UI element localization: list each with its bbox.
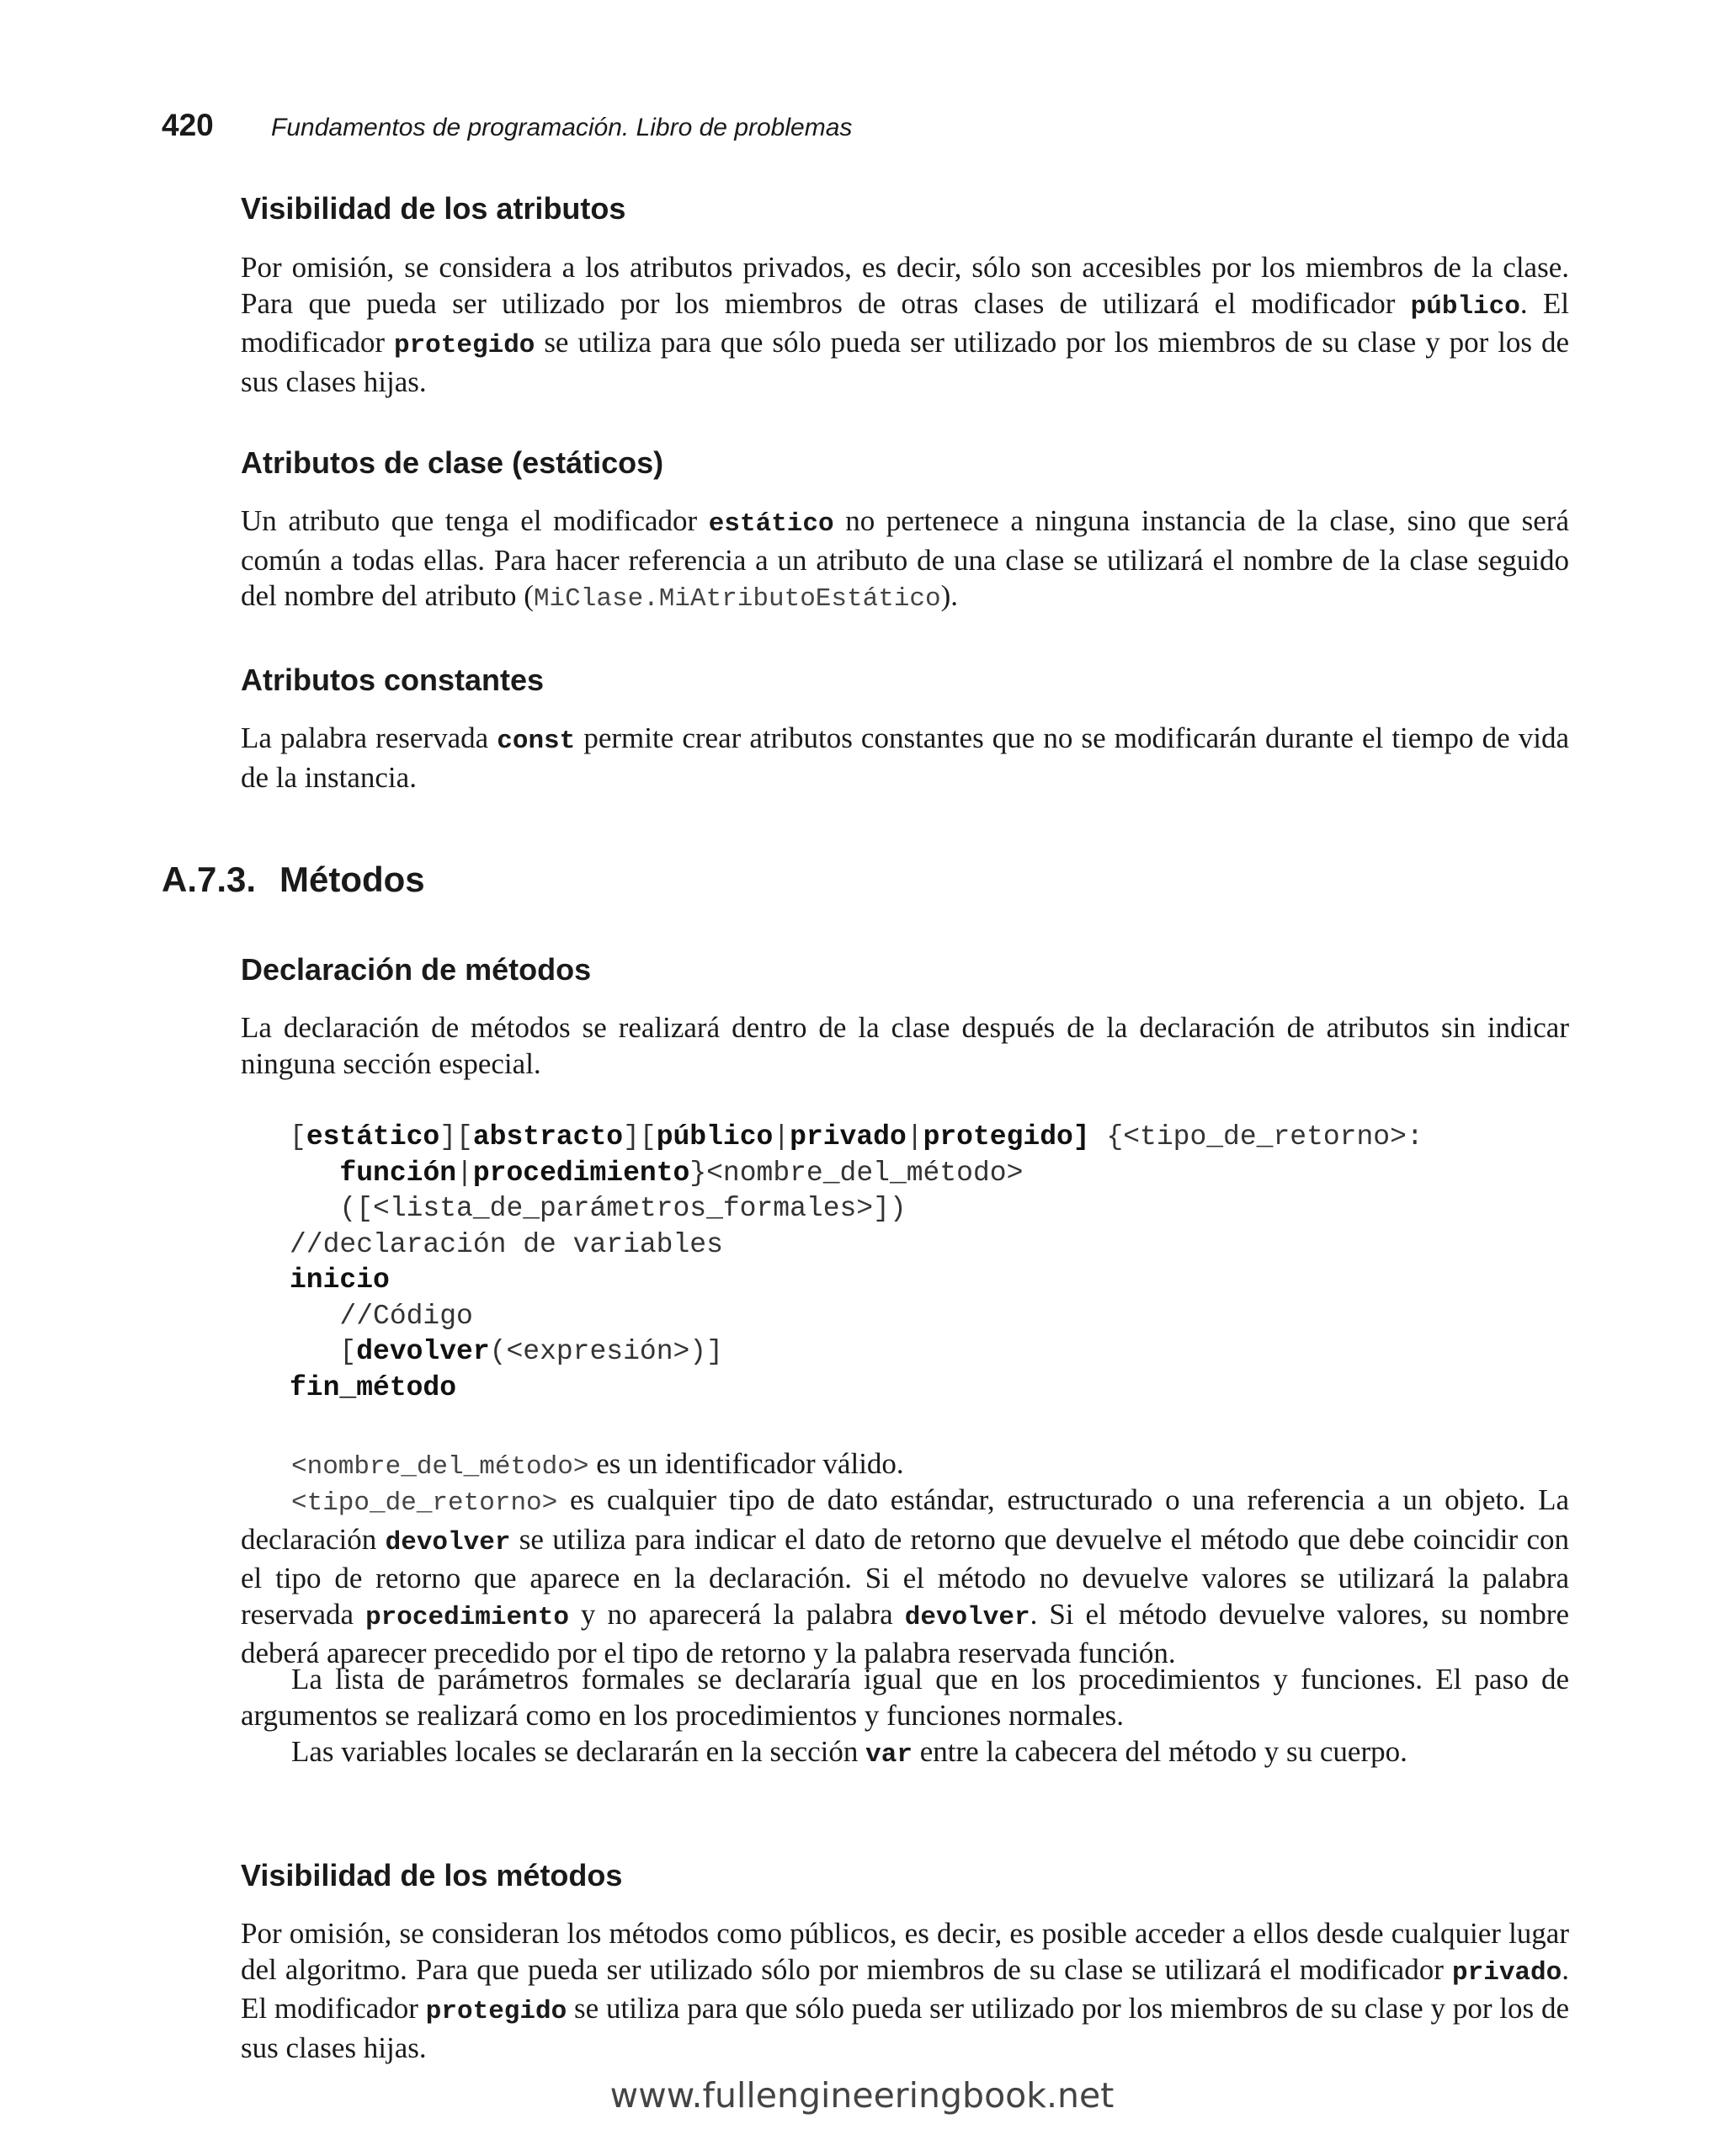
heading-visibilidad-atributos: Visibilidad de los atributos: [241, 191, 626, 226]
heading-visibilidad-metodos: Visibilidad de los métodos: [241, 1858, 623, 1892]
paragraph-visibilidad-atributos: Por omisión, se considera a los atributos privados, es decir, sólo son accesibles por los miembros de la clase. Para que pueda ser utilizado por los miembros de otras clases de utilizará el modificador público. El modificador protegido se utiliza para que sólo pueda ser utilizado por los miembros de su clase y por los de sus clases hijas.: [241, 251, 1569, 398]
paragraph-atributos-constantes: La palabra reservada const permite crear atributos constantes que no se modificarán durante el tiempo de vida de la instancia.: [241, 721, 1570, 794]
book-title: Fundamentos de programación. Libro de problemas: [271, 114, 853, 141]
paragraph-visibilidad-metodos: Por omisión, se consideran los métodos como públicos, es decir, es posible acceder a ellos desde cualquier lugar del algoritmo. Para que pueda ser utilizado sólo por miembros de su clase se utilizará el modificador privado. El modificador protegido se utiliza para que sólo pueda ser utilizado por los miembros de su clase y por los de sus clases hijas.: [241, 1917, 1569, 2064]
section-heading-metodos: A.7.3. Métodos: [162, 860, 425, 899]
page-number: 420: [162, 108, 214, 142]
running-head: [162, 108, 852, 150]
paragraph-declaracion-intro: La declaración de métodos se realizará dentro de la clase después de la declaración de atributos sin indicar ninguna sección especial.: [241, 1011, 1569, 1080]
paragraph-declaracion-body: <nombre_del_método> es un identificador válido.: [291, 1447, 904, 1482]
paragraph-tipo-retorno: <tipo_de_retorno> es cualquier tipo de dato estándar, estructurado o una referencia a un objeto. La declaración devolver se utiliza para indicar el dato de retorno que devuelve el método que debe coincidir con el tipo de retorno que aparece en la declaración. Si el método no devuelve valores se utilizará la palabra reservada procedimiento y no aparecerá la palabra devolver. Si el método devuelve valores, su nombre deberá aparecer precedido por el tipo de retorno y la palabra reservada función.: [241, 1483, 1569, 1670]
paragraph-variables-locales: Las variables locales se declararán en la sección var entre la cabecera del método y su cuerpo.: [291, 1735, 1407, 1770]
method-declaration-code: [estático][abstracto][público|privado|protegido] {<tipo_de_retorno>: función|procedimiento}<nombre_del_método> ([<lista_de_parámetros_formales>]) //declaración de variables inicio //Código [devolver(<expresión>)] fin_método: [290, 1121, 1423, 1403]
paragraph-atributos-clase: Un atributo que tenga el modificador estático no pertenece a ninguna instancia de la clase, sino que será común a todas ellas. Para hacer referencia a un atributo de una clase se utilizará el nombre de la clase seguido del nombre del atributo (MiClase.MiAtributoEstático).: [241, 504, 1569, 615]
paragraph-parametros: La lista de parámetros formales se declararía igual que en los procedimientos y funciones. El paso de argumentos se realizará como en los procedimientos y funciones normales.: [241, 1663, 1569, 1732]
watermark-url: www.fullengineeringbook.net: [609, 2075, 1115, 2116]
heading-declaracion-metodos: Declaración de métodos: [241, 952, 592, 987]
heading-atributos-constantes: Atributos constantes: [241, 663, 545, 697]
heading-atributos-clase: Atributos de clase (estáticos): [241, 445, 664, 480]
